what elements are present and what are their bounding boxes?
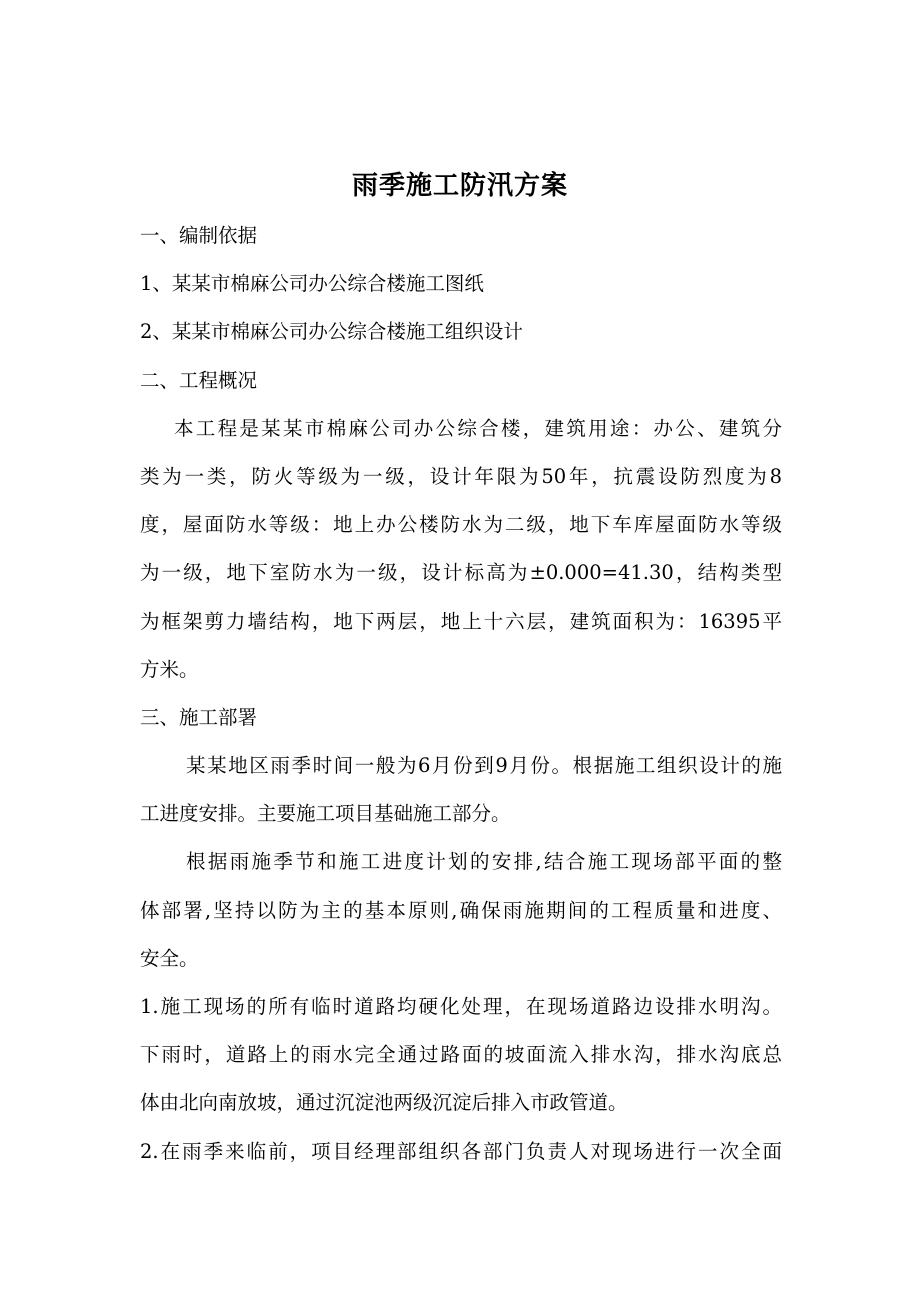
section-heading-basis: 一、编制依据 [140,224,258,247]
overview-line: 方米。 [140,657,199,681]
overview-line: 类为一类，防火等级为一级，设计年限为50年，抗震设防烈度为8 [140,464,782,488]
deployment-line: 某某地区雨季时间一般为6月份到9月份。根据施工组织设计的施 [186,754,782,778]
overview-line: 为一级，地下室防水为一级，设计标高为±0.000=41.30，结构类型 [140,561,782,585]
basis-item-2: 2、某某市棉麻公司办公综合楼施工组织设计 [140,320,523,344]
basis-item-1: 1、某某市棉麻公司办公综合楼施工图纸 [140,272,484,296]
measure-line: 体由北向南放坡，通过沉淀池两级沉淀后排入市政管道。 [140,1091,628,1115]
document-title: 雨季施工防汛方案 [351,171,568,201]
overview-line: 本工程是某某市棉麻公司办公综合楼，建筑用途：办公、建筑分 [174,416,782,440]
document-body [140,212,782,1176]
measure-line: 1.施工现场的所有临时道路均硬化处理，在现场道路边设排水明沟。 [140,995,782,1018]
deployment-line: 安全。 [140,946,199,970]
section-heading-overview: 二、工程概况 [140,368,258,392]
measure-line: 下雨时，道路上的雨水完全通过路面的坡面流入排水沟，排水沟底总 [140,1043,782,1067]
section-heading-deployment: 三、施工部署 [140,705,258,729]
overview-line: 度，屋面防水等级：地上办公楼防水为二级，地下车库屋面防水等级 [140,513,782,537]
overview-line: 为框架剪力墙结构，地下两层，地上十六层，建筑面积为：16395平 [140,609,782,633]
measure-line: 2.在雨季来临前，项目经理部组织各部门负责人对现场进行一次全面 [140,1139,782,1163]
deployment-line: 根据雨施季节和施工进度计划的安排,结合施工现场部平面的整 [186,850,782,874]
deployment-line: 体部署,坚持以防为主的基本原则,确保雨施期间的工程质量和进度、 [140,898,782,922]
deployment-line: 工进度安排。主要施工项目基础施工部分。 [140,802,511,826]
